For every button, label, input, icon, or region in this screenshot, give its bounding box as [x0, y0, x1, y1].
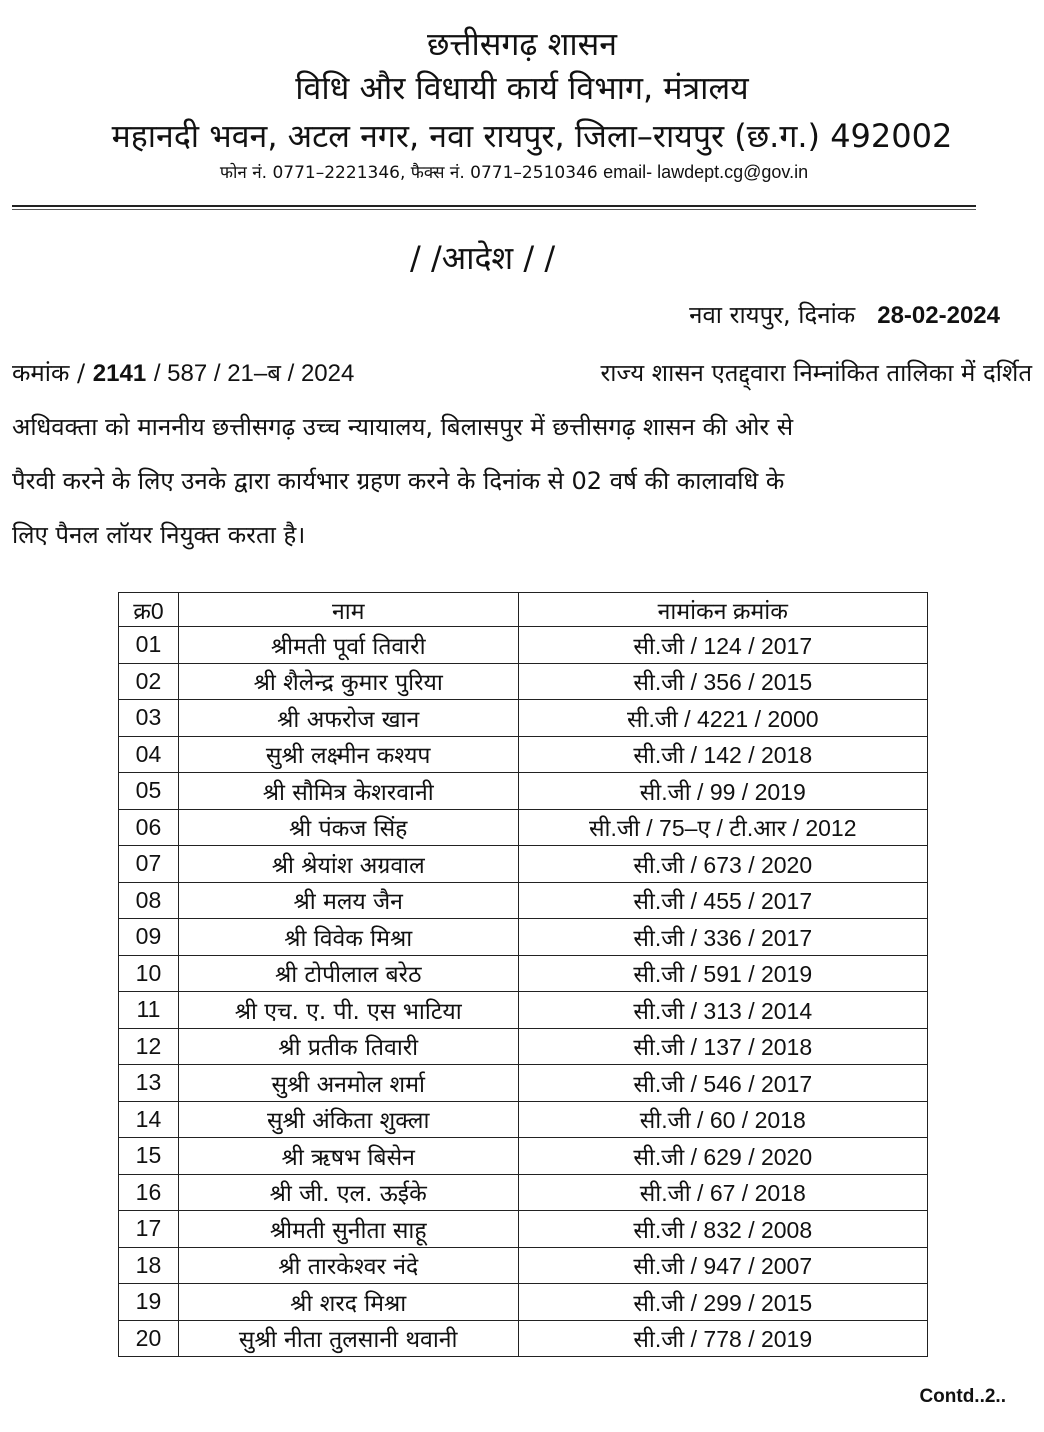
serial-cell: 02 — [119, 663, 179, 700]
table-row — [119, 1101, 928, 1138]
name-cell: श्री टोपीलाल बरेठ — [178, 955, 518, 992]
name-cell: श्री प्रतीक तिवारी — [178, 1028, 518, 1065]
table-row — [119, 1065, 928, 1102]
table-row — [119, 1028, 928, 1065]
table-row — [119, 846, 928, 883]
name-cell: श्री अफरोज खान — [178, 700, 518, 737]
continued-note: Contd..2.. — [919, 1386, 1006, 1407]
serial-cell: 16 — [119, 1174, 179, 1211]
name-cell: श्री तारकेश्वर नंदे — [178, 1247, 518, 1284]
name-cell: श्रीमती पूर्वा तिवारी — [178, 627, 518, 664]
govt-title: छत्तीसगढ़ शासन — [426, 25, 618, 63]
name-cell: श्रीमती सुनीता साहू — [178, 1211, 518, 1248]
name-cell: श्री जी. एल. ऊईके — [178, 1174, 518, 1211]
enrollment-cell: सी.जी / 67 / 2018 — [518, 1174, 928, 1211]
name-cell: श्री सौमित्र केशरवानी — [178, 773, 518, 810]
panel-lawyer-table — [118, 592, 928, 1357]
body-line-1-text: राज्य शासन एतद्द्वारा निम्नांकित तालिका में दर्शित — [600, 359, 1032, 387]
serial-cell: 07 — [119, 846, 179, 883]
address-line: महानदी भवन, अटल नगर, नवा रायपुर, जिला–रायपुर (छ.ग.) 492002 — [111, 117, 953, 155]
enrollment-cell: सी.जी / 356 / 2015 — [518, 663, 928, 700]
enrollment-cell: सी.जी / 778 / 2019 — [518, 1320, 928, 1357]
enrollment-cell: सी.जी / 629 / 2020 — [518, 1138, 928, 1175]
name-cell: श्री श्रेयांश अग्रवाल — [178, 846, 518, 883]
name-cell: सुश्री अंकिता शुक्ला — [178, 1101, 518, 1138]
name-cell: श्री पंकज सिंह — [178, 809, 518, 846]
enrollment-cell: सी.जी / 4221 / 2000 — [518, 700, 928, 737]
table-row — [119, 955, 928, 992]
serial-cell: 01 — [119, 627, 179, 664]
enrollment-cell: सी.जी / 124 / 2017 — [518, 627, 928, 664]
enrollment-cell: सी.जी / 137 / 2018 — [518, 1028, 928, 1065]
serial-cell: 08 — [119, 882, 179, 919]
table-row — [119, 627, 928, 664]
serial-cell: 03 — [119, 700, 179, 737]
column-header-name: नाम — [178, 593, 518, 627]
table-row — [119, 1211, 928, 1248]
serial-cell: 11 — [119, 992, 179, 1029]
enrollment-cell: सी.जी / 313 / 2014 — [518, 992, 928, 1029]
table-row — [119, 1247, 928, 1284]
reference-number — [12, 356, 354, 389]
table-row — [119, 809, 928, 846]
enrollment-cell: सी.जी / 336 / 2017 — [518, 919, 928, 956]
header-divider — [12, 205, 976, 210]
ref-suffix: / 587 / 21–ब / 2024 — [153, 360, 355, 387]
enrollment-cell: सी.जी / 947 / 2007 — [518, 1247, 928, 1284]
serial-cell: 20 — [119, 1320, 179, 1357]
enrollment-cell: सी.जी / 99 / 2019 — [518, 773, 928, 810]
enrollment-cell: सी.जी / 832 / 2008 — [518, 1211, 928, 1248]
table-row — [119, 663, 928, 700]
name-cell: श्री शैलेन्द्र कुमार पुरिया — [178, 663, 518, 700]
enrollment-cell: सी.जी / 142 / 2018 — [518, 736, 928, 773]
email-address: email- lawdept.cg@gov.in — [603, 162, 809, 182]
table-row — [119, 882, 928, 919]
serial-cell: 14 — [119, 1101, 179, 1138]
column-header-enrollment: नामांकन क्रमांक — [518, 593, 928, 627]
name-cell: श्री शरद मिश्रा — [178, 1284, 518, 1321]
name-cell: श्री विवेक मिश्रा — [178, 919, 518, 956]
body-line-3: पैरवी करने के लिए उनके द्वारा कार्यभार ग्रहण करने के दिनांक से 02 वर्ष की कालावधि के — [12, 467, 785, 495]
table-row — [119, 736, 928, 773]
table-row — [119, 773, 928, 810]
table-row — [119, 700, 928, 737]
table-row — [119, 1138, 928, 1175]
name-cell: श्री ऋषभ बिसेन — [178, 1138, 518, 1175]
serial-cell: 17 — [119, 1211, 179, 1248]
serial-cell: 10 — [119, 955, 179, 992]
serial-cell: 15 — [119, 1138, 179, 1175]
contact-line — [0, 160, 1036, 183]
name-cell: सुश्री नीता तुलसानी थवानी — [178, 1320, 518, 1357]
enrollment-cell: सी.जी / 591 / 2019 — [518, 955, 928, 992]
enrollment-cell: सी.जी / 75–ए / टी.आर / 2012 — [518, 809, 928, 846]
order-date: 28-02-2024 — [877, 302, 1000, 329]
department-title: विधि और विधायी कार्य विभाग, मंत्रालय — [295, 69, 749, 107]
name-cell: श्री मलय जैन — [178, 882, 518, 919]
name-cell: सुश्री अनमोल शर्मा — [178, 1065, 518, 1102]
serial-cell: 18 — [119, 1247, 179, 1284]
table-row — [119, 919, 928, 956]
body-line-1 — [12, 356, 1032, 389]
serial-cell: 12 — [119, 1028, 179, 1065]
serial-cell: 19 — [119, 1284, 179, 1321]
order-heading: / /आदेश / / — [410, 239, 556, 277]
table-row — [119, 1174, 928, 1211]
ref-number: 2141 — [92, 360, 147, 387]
table-header-row — [119, 593, 928, 627]
body-line-2: अधिवक्ता को माननीय छत्तीसगढ़ उच्च न्यायालय, बिलासपुर में छत्तीसगढ़ शासन की ओर से — [12, 413, 794, 441]
serial-cell: 05 — [119, 773, 179, 810]
serial-cell: 09 — [119, 919, 179, 956]
place-date-label: नवा रायपुर, दिनांक — [689, 301, 856, 329]
table-row — [119, 1320, 928, 1357]
table-row — [119, 1284, 928, 1321]
phone-fax: फोन नं. 0771–2221346, फैक्स नं. 0771–2510346 — [219, 163, 598, 183]
column-header-serial: क्र0 — [119, 593, 179, 627]
place-date — [689, 298, 1000, 331]
serial-cell: 06 — [119, 809, 179, 846]
enrollment-cell: सी.जी / 299 / 2015 — [518, 1284, 928, 1321]
body-line-4: लिए पैनल लॉयर नियुक्त करता है। — [12, 521, 306, 549]
name-cell: सुश्री लक्ष्मीन कश्यप — [178, 736, 518, 773]
serial-cell: 04 — [119, 736, 179, 773]
name-cell: श्री एच. ए. पी. एस भाटिया — [178, 992, 518, 1029]
enrollment-cell: सी.जी / 546 / 2017 — [518, 1065, 928, 1102]
enrollment-cell: सी.जी / 455 / 2017 — [518, 882, 928, 919]
serial-cell: 13 — [119, 1065, 179, 1102]
enrollment-cell: सी.जी / 60 / 2018 — [518, 1101, 928, 1138]
enrollment-cell: सी.जी / 673 / 2020 — [518, 846, 928, 883]
table-row — [119, 992, 928, 1029]
ref-prefix: कमांक / — [12, 359, 86, 387]
